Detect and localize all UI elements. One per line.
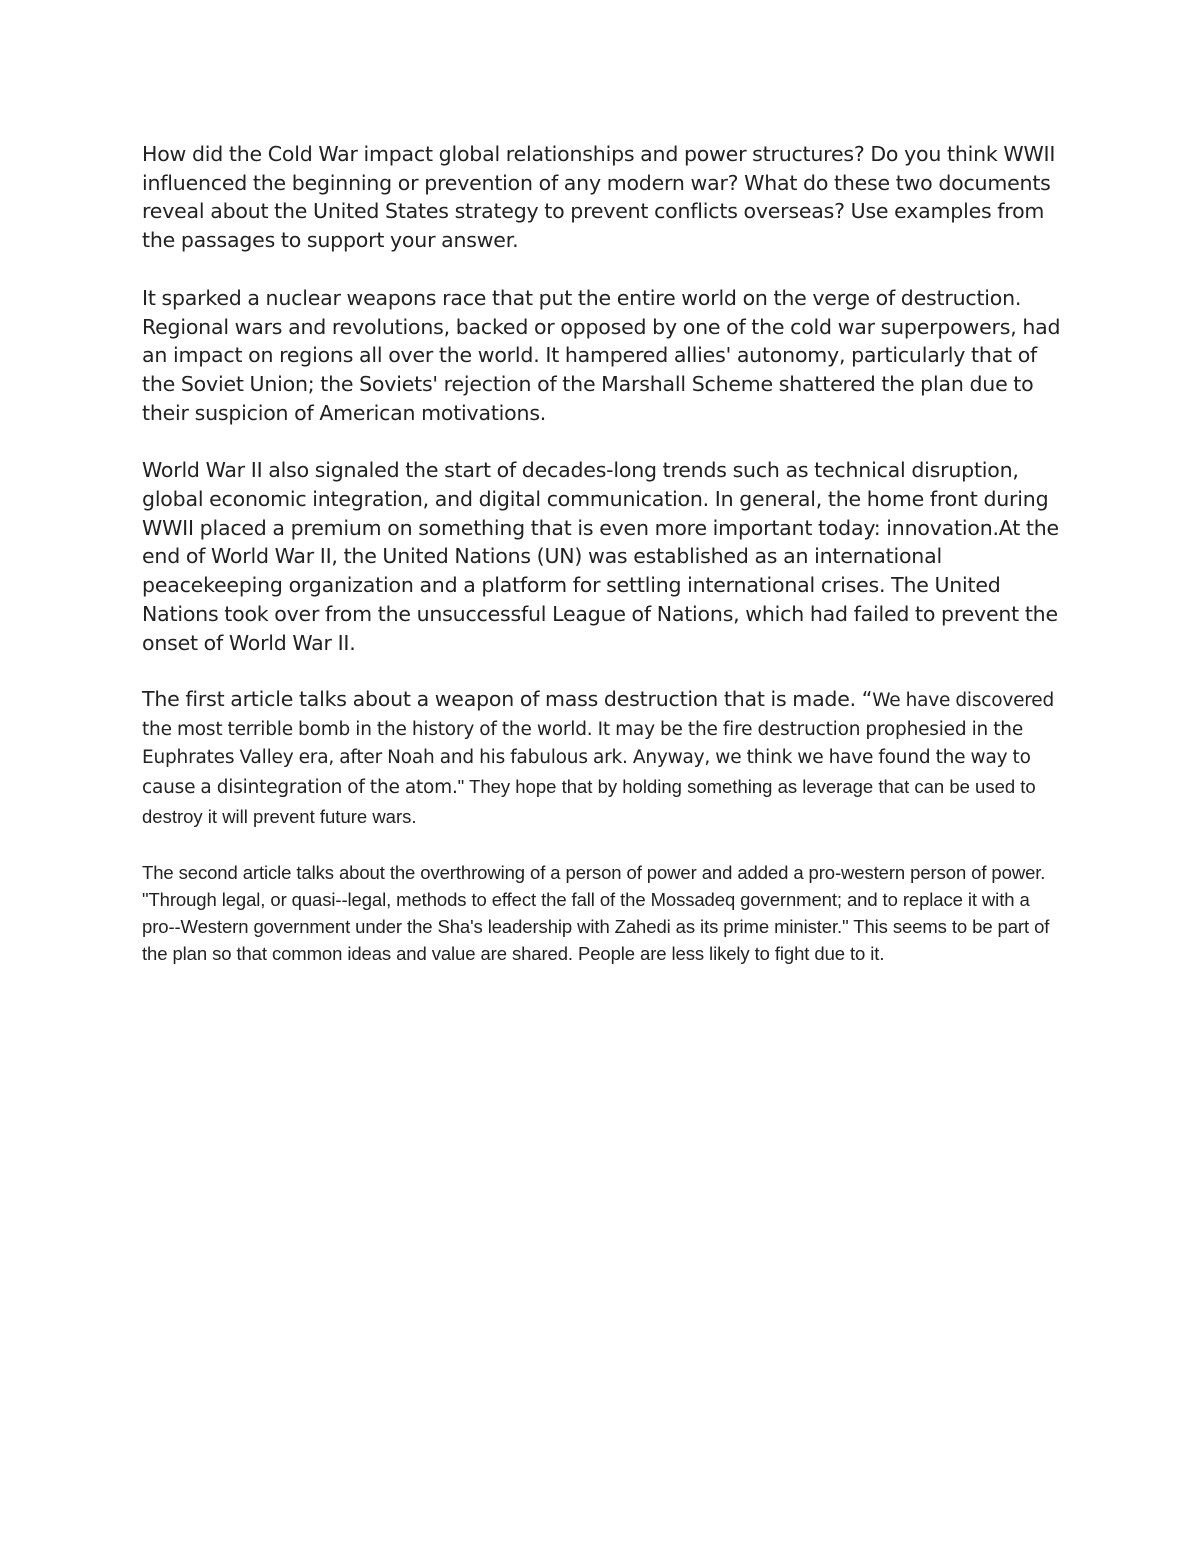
question-paragraph: How did the Cold War impact global relationships and power structures? Do you think WWII influenced the beginning or prevention of any modern war? What do these two documents reveal about the United States strategy to prevent conflicts overseas? Use examples from the passages to support your answer. [142, 142, 1056, 253]
wwii-answer-paragraph: World War II also signaled the start of decades-long trends such as technical disruption, global economic integration, and digital communication. In general, the home front during WWII placed a premium on something that is even more important today: innovation.At the end of World War II, the United Nations (UN) was established as an international peacekeeping organization and a platform for settling international crises. The United Nations took over from the unsuccessful League of Nations, which had failed to prevent the onset of World War II. [142, 458, 1059, 655]
first-article-quote: We have discovered the most terrible bomb in the history of the world. It may be the fire destruction prophesied in the Euphrates Valley era, after Noah and his fabulous ark. Anyway, we think we have found the way to cause a disintegration of the atom. [142, 690, 1055, 799]
second-article-paragraph: The second article talks about the overthrowing of a person of power and added a pro-western person of power. "Through legal, or quasi--legal, methods to effect the fall of the Mossadeq government; and to replace it with a pro--Western government under the Sha's leadership with Zahedi as its prime minister." This seems to be part of the plan so that common ideas and value are shared. People are less likely to fight due to it. [142, 862, 1050, 965]
document-body [142, 140, 1062, 967]
first-article-lead: The first article talks about a weapon of mass destruction that is made. “ [142, 687, 873, 712]
cold-war-answer-paragraph: It sparked a nuclear weapons race that put the entire world on the verge of destruction. Regional wars and revolutions, backed or opposed by one of the cold war superpowers, had an impact on regions all over the world. It hampered allies' autonomy, particularly that of the Soviet Union; the Soviets' rejection of the Marshall Scheme shattered the plan due to their suspicion of American motivations. [142, 285, 1061, 425]
first-article-paragraph [142, 686, 1062, 832]
first-article-tail: " They hope that by holding something as leverage that can be used to destroy it will prevent future wars. [142, 776, 1036, 827]
